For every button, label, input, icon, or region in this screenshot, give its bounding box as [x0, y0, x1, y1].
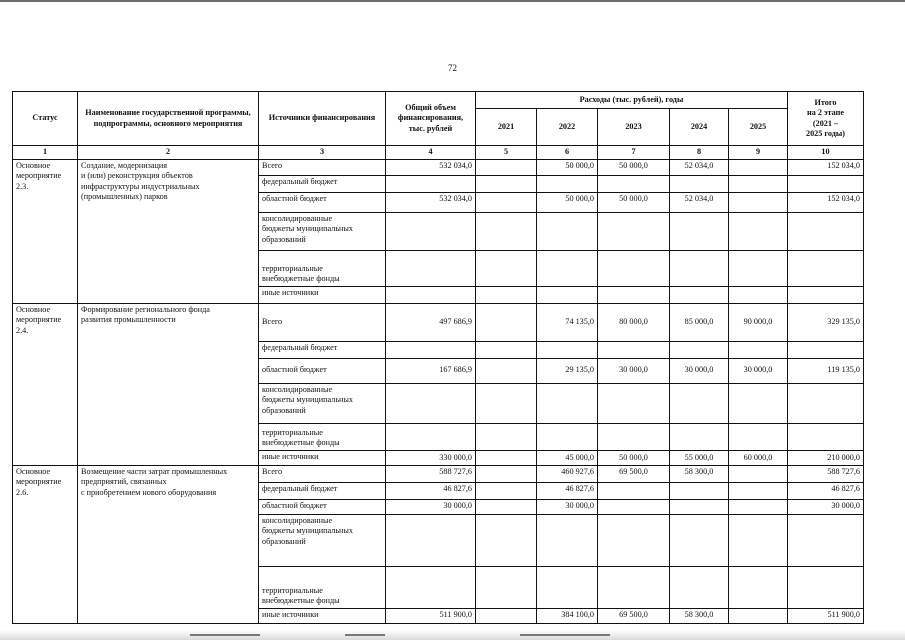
header-year: 2021	[476, 109, 537, 146]
value-cell: 330 000,0	[386, 450, 476, 465]
value-cell: 167 686,9	[386, 358, 476, 383]
status-line: Основное	[16, 466, 51, 476]
source-label: образований	[262, 405, 306, 415]
value-cell	[537, 423, 598, 450]
column-number: 5	[476, 146, 537, 160]
column-number: 2	[78, 146, 259, 160]
value-cell: 69 500,0	[598, 608, 670, 623]
header-year: 2023	[598, 109, 670, 146]
value-cell	[386, 423, 476, 450]
value-cell: 52 034,0	[670, 159, 729, 175]
source-label: областной бюджет	[262, 193, 327, 203]
value-cell: 80 000,0	[598, 303, 670, 341]
column-number: 10	[788, 146, 864, 160]
page-number: 72	[448, 63, 457, 73]
status-line: мероприятие	[16, 477, 62, 486]
source-label: федеральный бюджет	[262, 483, 338, 493]
header-year: 2022	[537, 109, 598, 146]
source-cell	[259, 341, 386, 358]
value-cell	[537, 514, 598, 566]
value-cell	[729, 499, 788, 514]
source-cell	[259, 250, 386, 286]
measure-name-line: (промышленных) парков	[81, 192, 168, 201]
value-cell	[598, 514, 670, 566]
column-number: 8	[670, 146, 729, 160]
source-label: Всего	[262, 466, 283, 476]
value-cell	[598, 566, 670, 608]
value-cell: 55 000,0	[670, 450, 729, 465]
value-cell	[670, 250, 729, 286]
source-label: иные источники	[262, 609, 319, 619]
source-cell	[259, 465, 386, 482]
value-cell	[386, 175, 476, 192]
value-cell: 210 000,0	[788, 450, 864, 465]
value-cell	[476, 566, 537, 608]
measure-name-line: Создание, модернизация	[81, 160, 168, 170]
source-label: консолидированные	[262, 515, 333, 525]
source-label: бюджеты муниципальных	[262, 224, 354, 233]
value-cell: 588 727,6	[386, 465, 476, 482]
source-label: федеральный бюджет	[262, 342, 338, 352]
value-cell	[476, 423, 537, 450]
value-cell	[598, 423, 670, 450]
value-cell	[670, 341, 729, 358]
status-line: мероприятие	[16, 315, 62, 324]
value-cell	[476, 465, 537, 482]
header-expenses: Расходы (тыс. рублей), годы	[476, 92, 788, 109]
source-cell	[259, 423, 386, 450]
value-cell: 30 000,0	[670, 358, 729, 383]
value-cell: 58 300,0	[670, 608, 729, 623]
source-cell	[259, 383, 386, 423]
value-cell	[598, 499, 670, 514]
header-total-stage	[788, 92, 864, 146]
value-cell: 30 000,0	[537, 499, 598, 514]
value-cell	[598, 341, 670, 358]
value-cell	[476, 212, 537, 250]
value-cell	[537, 341, 598, 358]
value-cell: 52 034,0	[670, 192, 729, 212]
value-cell	[386, 383, 476, 423]
value-cell	[476, 450, 537, 465]
value-cell	[598, 482, 670, 499]
source-cell	[259, 303, 386, 341]
source-label: территориальные	[262, 585, 323, 595]
measure-name-line: Формирование регионального фонда	[81, 304, 210, 314]
value-cell: 69 500,0	[598, 465, 670, 482]
value-cell	[476, 358, 537, 383]
value-cell	[537, 286, 598, 303]
measure-name-line: Возмещение части затрат промышленных	[81, 466, 228, 476]
source-label: бюджеты муниципальных	[262, 395, 354, 404]
value-cell: 511 900,0	[788, 608, 864, 623]
header-total-stage-line: 2025 годы)	[805, 129, 846, 138]
value-cell: 152 034,0	[788, 192, 864, 212]
value-cell: 50 000,0	[598, 450, 670, 465]
value-cell: 532 034,0	[386, 159, 476, 175]
value-cell	[729, 482, 788, 499]
header-total-volume: Общий объем финансирования, тыс. рублей	[386, 92, 476, 146]
column-number: 9	[729, 146, 788, 160]
value-cell	[670, 482, 729, 499]
source-label: Всего	[262, 160, 283, 170]
status-cell	[13, 303, 78, 465]
value-cell	[537, 175, 598, 192]
source-cell	[259, 482, 386, 499]
header-total-stage-line: (2021 –	[812, 118, 839, 128]
source-label: федеральный бюджет	[262, 176, 338, 186]
value-cell	[729, 465, 788, 482]
value-cell	[386, 341, 476, 358]
value-cell	[476, 514, 537, 566]
scan-top-edge	[0, 0, 905, 2]
source-label: иные источники	[262, 287, 319, 297]
scan-bottom-edge	[0, 630, 905, 640]
value-cell: 532 034,0	[386, 192, 476, 212]
value-cell: 30 000,0	[788, 499, 864, 514]
value-cell: 50 000,0	[598, 159, 670, 175]
value-cell	[729, 192, 788, 212]
value-cell	[476, 250, 537, 286]
value-cell	[788, 286, 864, 303]
value-cell	[670, 383, 729, 423]
source-cell	[259, 499, 386, 514]
value-cell: 29 135,0	[537, 358, 598, 383]
value-cell	[729, 159, 788, 175]
status-line: 2.3.	[16, 181, 29, 191]
value-cell	[670, 286, 729, 303]
source-label: территориальные	[262, 427, 323, 437]
header-year: 2025	[729, 109, 788, 146]
value-cell: 30 000,0	[598, 358, 670, 383]
value-cell: 384 100,0	[537, 608, 598, 623]
value-cell	[537, 566, 598, 608]
value-cell	[476, 341, 537, 358]
value-cell	[670, 499, 729, 514]
status-line: Основное	[16, 160, 51, 170]
value-cell	[476, 608, 537, 623]
source-label: консолидированные	[262, 213, 333, 223]
value-cell	[729, 212, 788, 250]
value-cell	[788, 383, 864, 423]
value-cell: 50 000,0	[537, 192, 598, 212]
source-cell	[259, 159, 386, 175]
value-cell	[537, 383, 598, 423]
budget-table	[12, 91, 864, 624]
value-cell: 50 000,0	[537, 159, 598, 175]
measure-name-cell	[78, 159, 259, 303]
column-number: 4	[386, 146, 476, 160]
value-cell	[476, 482, 537, 499]
value-cell	[598, 212, 670, 250]
table-row	[13, 303, 864, 341]
header-year: 2024	[670, 109, 729, 146]
value-cell	[476, 499, 537, 514]
column-number: 7	[598, 146, 670, 160]
value-cell	[670, 175, 729, 192]
measure-name-cell	[78, 303, 259, 465]
source-cell	[259, 192, 386, 212]
column-number-row	[13, 146, 864, 160]
header-name: Наименование государственной программы, подпрограммы, основного мероприятия	[78, 92, 259, 146]
value-cell	[476, 286, 537, 303]
value-cell: 460 927,6	[537, 465, 598, 482]
source-cell	[259, 566, 386, 608]
value-cell	[729, 175, 788, 192]
value-cell: 58 300,0	[670, 465, 729, 482]
value-cell	[386, 566, 476, 608]
value-cell: 588 727,6	[788, 465, 864, 482]
value-cell: 74 135,0	[537, 303, 598, 341]
value-cell	[788, 423, 864, 450]
value-cell	[598, 175, 670, 192]
source-label: иные источники	[262, 451, 319, 461]
source-cell	[259, 358, 386, 383]
status-line: 2.4.	[16, 325, 29, 335]
value-cell	[729, 286, 788, 303]
header-sources: Источники финансирования	[259, 92, 386, 146]
value-cell	[670, 514, 729, 566]
value-cell	[386, 250, 476, 286]
status-cell	[13, 159, 78, 303]
value-cell	[729, 341, 788, 358]
header-status: Статус	[13, 92, 78, 146]
value-cell	[476, 192, 537, 212]
status-line: 2.6.	[16, 487, 29, 497]
source-label: образований	[262, 234, 306, 244]
measure-name-line: инфраструктуры индустриальных	[81, 181, 200, 191]
value-cell	[729, 250, 788, 286]
column-number: 6	[537, 146, 598, 160]
status-line: Основное	[16, 304, 51, 314]
value-cell	[788, 212, 864, 250]
value-cell: 46 827,6	[537, 482, 598, 499]
source-cell	[259, 450, 386, 465]
value-cell	[598, 286, 670, 303]
status-cell	[13, 465, 78, 623]
source-label: областной бюджет	[262, 365, 327, 375]
value-cell	[386, 286, 476, 303]
value-cell: 329 135,0	[788, 303, 864, 341]
column-number: 3	[259, 146, 386, 160]
value-cell	[788, 250, 864, 286]
value-cell	[598, 383, 670, 423]
value-cell: 50 000,0	[598, 192, 670, 212]
measure-name-cell	[78, 465, 259, 623]
source-label: консолидированные	[262, 384, 333, 394]
value-cell: 46 827,6	[788, 482, 864, 499]
table-row	[13, 159, 864, 175]
value-cell: 60 000,0	[729, 450, 788, 465]
value-cell: 511 900,0	[386, 608, 476, 623]
source-label: образований	[262, 536, 306, 546]
value-cell	[729, 423, 788, 450]
source-label: областной бюджет	[262, 500, 327, 510]
table-row	[13, 465, 864, 482]
source-cell	[259, 514, 386, 566]
column-number: 1	[13, 146, 78, 160]
value-cell: 497 686,9	[386, 303, 476, 341]
value-cell	[788, 566, 864, 608]
status-line: мероприятие	[16, 171, 62, 180]
value-cell	[386, 514, 476, 566]
value-cell	[386, 212, 476, 250]
value-cell	[598, 250, 670, 286]
value-cell	[788, 514, 864, 566]
value-cell	[537, 250, 598, 286]
source-cell	[259, 286, 386, 303]
value-cell	[788, 175, 864, 192]
value-cell	[476, 303, 537, 341]
value-cell: 30 000,0	[729, 358, 788, 383]
value-cell: 46 827,6	[386, 482, 476, 499]
value-cell	[476, 383, 537, 423]
value-cell	[729, 383, 788, 423]
source-label: территориальные	[262, 263, 323, 273]
source-label: Всего	[262, 316, 283, 326]
header-total-stage-line: на 2 этапе	[807, 108, 844, 117]
source-cell	[259, 608, 386, 623]
value-cell	[729, 566, 788, 608]
value-cell	[537, 212, 598, 250]
source-label: внебюджетные фонды	[262, 596, 340, 605]
measure-name-line: предприятий, связанных	[81, 477, 167, 486]
value-cell: 85 000,0	[670, 303, 729, 341]
value-cell: 90 000,0	[729, 303, 788, 341]
value-cell	[729, 608, 788, 623]
value-cell	[670, 212, 729, 250]
measure-name-line: и (или) реконструкция объектов	[81, 171, 193, 180]
value-cell	[670, 423, 729, 450]
source-label: бюджеты муниципальных	[262, 526, 354, 535]
value-cell: 152 034,0	[788, 159, 864, 175]
header-total-stage-line: Итого	[814, 97, 837, 107]
source-cell	[259, 175, 386, 192]
value-cell: 30 000,0	[386, 499, 476, 514]
source-cell	[259, 212, 386, 250]
value-cell	[788, 341, 864, 358]
value-cell: 45 000,0	[537, 450, 598, 465]
value-cell	[729, 514, 788, 566]
value-cell	[476, 175, 537, 192]
value-cell	[476, 159, 537, 175]
value-cell	[670, 566, 729, 608]
value-cell: 119 135,0	[788, 358, 864, 383]
measure-name-line: развития промышленности	[81, 315, 176, 324]
measure-name-line: с приобретением нового оборудования	[81, 487, 217, 497]
source-label: внебюджетные фонды	[262, 274, 340, 283]
source-label: внебюджетные фонды	[262, 438, 340, 447]
